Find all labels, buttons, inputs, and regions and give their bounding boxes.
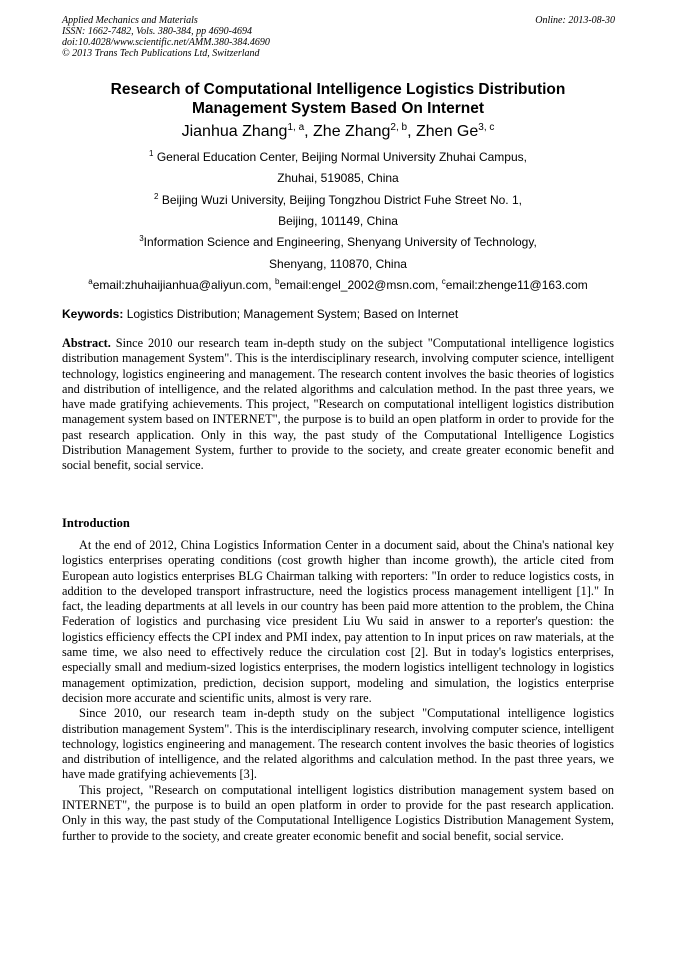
introduction-body [62,538,614,844]
paragraph: Since 2010, our research team in-depth study on the subject "Computational intelligence logistics distribution management System". This is the interdisciplinary research, involving computer science, intelligent technology, logistics engineering and management. The research content involves the basic theories of logistics and distribution of intelligence, and the related algorithms and calculation method. In the past three years, we have made gratifying achievements [3]. [62,706,614,782]
abstract-paragraph [62,336,614,474]
journal-name: Applied Mechanics and Materials [62,15,198,26]
author-name: Jianhua Zhang [181,123,288,140]
affiliation-1-line-2: Zhuhai, 519085, China [277,171,399,185]
affiliation-text: Information Science and Engineering, Shenyang University of Technology, [143,235,537,249]
paragraph: This project, "Research on computational intelligent logistics distribution management system based on INTERNET", the purpose is to build an open platform in order to provide for the past research application. Only in this way, the past study of the Computational Intelligence Logistics Distribution Management System, further to provide to the society, and create greater economic benefit and social benefit, social service. [62,782,614,843]
email-link[interactable]: email:zhuhaijianhua@aliyun.com, [92,278,272,292]
author-superscript: 1, a [287,122,305,133]
author-list: Jianhua Zhang$^{1, a}$, Zhe Zhang$^{2, b}$, Zhen Ge$^{3, c}$ [181,122,495,140]
journal-copyright: © 2013 Trans Tech Publications Ltd, Switzerland [62,48,260,59]
journal-doi: doi:10.4028/www.scientific.net/AMM.380-384.4690 [62,37,270,48]
abstract-text: Since 2010 our research team in-depth study on the subject "Computational intelligence logistics distribution management System". This is the interdisciplinary research, involving computer science, intelligent technology, logistics engineering and management. The research content involves the basic theories of logistics and distribution of intelligence, and the related algorithms and calculation method. In the past three years, we have made gratifying achievements. This project, "Research on computational intelligent logistics distribution management system based on INTERNET", the purpose is to build an open platform in order to provide for the past research application. Only in this way, the past study of the Computational Intelligence Logistics Distribution Management System, further to provide to the society, and create greater economic benefit and social benefit, social service. [62,336,614,473]
journal-issn: ISSN: 1662-7482, Vols. 380-384, pp 4690-4694 [62,26,252,37]
affiliation-1-line-1 [62,150,614,164]
author-superscript: 3, c [478,122,495,133]
keywords-text: Logistics Distribution; Management System; Based on Internet [123,307,459,321]
affiliation-2-line-2: Beijing, 101149, China [278,214,398,228]
author-name: Zhen Ge [416,123,479,140]
email-marker: c [441,277,446,286]
affiliation-text: General Education Center, Beijing Normal University Zhuhai Campus, [156,150,527,164]
journal-header [62,15,270,59]
affiliation-marker: 1 [149,149,154,158]
section-heading-introduction: Introduction [62,516,130,530]
paragraph: At the end of 2012, China Logistics Information Center in a document said, about the China's national key logistics enterprises operating conditions (cost growth higher than income growth), the article cited from European auto logistics enterprises BLG Chairman talking with reporters: "In order to reduce logistics costs, in addition to the developed transport infrastructure, need the logistics process management intelligent [1]." In fact, the leading departments at all levels in our country has been paid more attention to the problem, the China Federation of logistics and purchasing vice president Liu Wu said in answer to a reporter's question: the logistics efficiency effects the CPI index and PMI index, pay attention to In input prices on raw materials, at the same time, we also need to effectively reduce the circulation cost [2]. But in today's logistics enterprises, especially small and medium-sized logistics enterprises, the modern logistics intelligent technology in logistics management optimization, prediction, decision support, modeling and simulation, the logistics enterprise decision more accurate and scientific units, almost is very rare. [62,538,614,705]
online-date: Online: 2013-08-30 [535,15,615,26]
affiliation-marker: 2 [154,192,159,201]
email-link[interactable]: email:zhenge11@163.com [445,278,588,292]
email-marker: a [88,277,93,286]
affiliation-2-line-1 [62,193,614,207]
affiliation-3-line-2: Shenyang, 110870, China [269,257,407,271]
abstract-label: Abstract. [62,336,111,350]
author-emails [62,278,614,292]
paper-title-line-1: Research of Computational Intelligence Logistics Distribution [110,81,566,98]
author-superscript: 2, b [390,122,408,133]
paper-title-line-2: Management System Based On Internet [192,100,484,117]
email-link[interactable]: email:engel_2002@msn.com, [279,278,439,292]
paper-title [62,80,614,118]
affiliation-text: Beijing Wuzi University, Beijing Tongzhou District Fuhe Street No. 1, [161,193,522,207]
keywords [62,307,614,321]
keywords-label: Keywords: [62,307,124,321]
affiliation-3-line-1 [62,235,614,249]
abstract [62,336,614,474]
email-marker: b [274,277,280,286]
affiliation-marker: 3 [139,234,144,243]
author-name: Zhe Zhang [313,123,391,140]
